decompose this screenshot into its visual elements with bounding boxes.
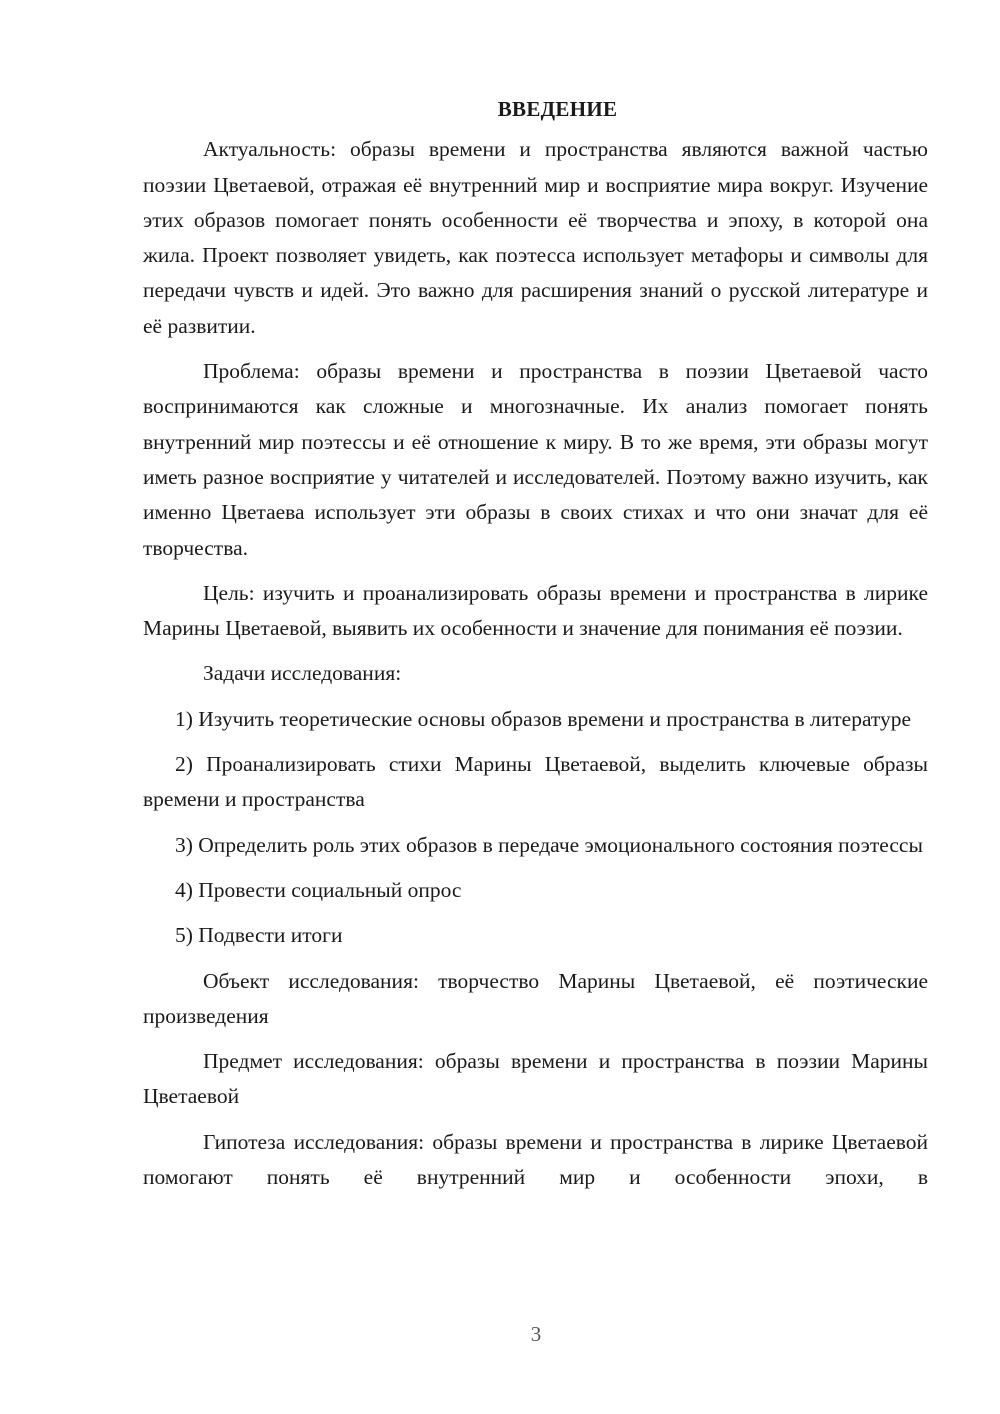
task-item-2: 2) Проанализировать стихи Марины Цветаевой, выделить ключевые образы времени и пространства — [143, 752, 928, 812]
page-number: 3 — [530, 1322, 542, 1346]
task-item-5: 5) Подвести итоги — [175, 923, 343, 948]
task-item-4: 4) Провести социальный опрос — [175, 877, 462, 902]
section-title: ВВЕДЕНИЕ — [497, 97, 618, 121]
paragraph-relevance: Актуальность: образы времени и пространства являются важной частью поэзии Цветаевой, отражая её внутренний мир и восприятие мира вокруг. Изучение этих образов помогает понять особенности её творчества и эпоху, в которой она жила. Проект позволяет увидеть, как поэтесса использует метафоры и символы для передачи чувств и идей. Это важно для расширения знаний о русской литературе и её развитии. — [143, 137, 928, 338]
paragraph-object: Объект исследования: творчество Марины Цветаевой, её поэтические произведения — [143, 968, 928, 1028]
task-item-1: 1) Изучить теоретические основы образов времени и пространства в литературе — [175, 706, 912, 731]
paragraph-problem: Проблема: образы времени и пространства в поэзии Цветаевой часто воспринимаются как сложные и многозначные. Их анализ помогает понять внутренний мир поэтессы и её отношение к миру. В то же время, эти образы могут иметь разное восприятие у читателей и исследователей. Поэтому важно изучить, как именно Цветаева использует эти образы в своих стихах и что они значат для её творчества. — [143, 359, 928, 560]
task-item-3: 3) Определить роль этих образов в передаче эмоционального состояния поэтессы — [175, 832, 923, 857]
paragraph-subject: Предмет исследования: образы времени и пространства в поэзии Марины Цветаевой — [143, 1049, 928, 1109]
paragraph-goal: Цель: изучить и проанализировать образы времени и пространства в лирике Марины Цветаевой, выявить их особенности и значение для понимания её поэзии. — [143, 580, 928, 641]
paragraph-hypothesis: Гипотеза исследования: образы времени и пространства в лирике Цветаевой помогают понять её внутренний мир и особенности эпохи, в — [143, 1129, 928, 1190]
tasks-heading: Задачи исследования: — [203, 661, 402, 686]
document-page — [143, 92, 928, 1205]
